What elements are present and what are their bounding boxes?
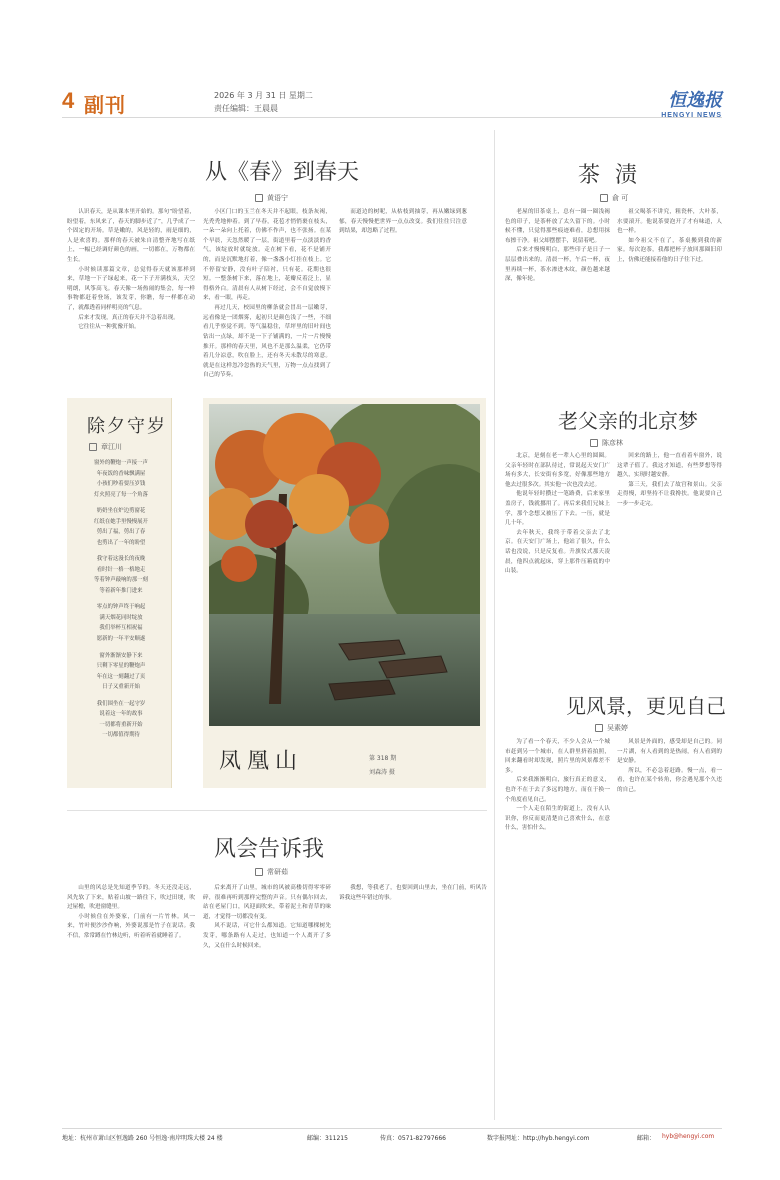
author-badge-icon <box>89 443 97 451</box>
article-column-tea-1 <box>505 208 610 388</box>
author-badge-icon <box>600 194 608 202</box>
poem-line: 等着钟声敲响的那一刻 <box>94 577 148 584</box>
poem-line: 窗外渐渐安静下来 <box>99 652 143 659</box>
author-badge-icon <box>255 868 263 876</box>
article-paragraph: 我想，等我老了，也要回到山里去，坐在门前，听风告诉我这些年错过的事。 <box>339 885 487 901</box>
article-paragraph: 后来才慢慢明白，那些印子是日子一层层叠出来的。清晨一杯，午后一杯，夜里再续一杯，茶水渗进木纹，颜色越来越深，像年轮。 <box>505 247 610 283</box>
article-paragraph: 而道边的树呢，从枯枝到抽芽，再从嫩绿到葱郁，春天慢慢把世界一点点改变。我们往往只注意到结果，却忽略了过程。 <box>339 209 467 235</box>
footer-postcode: 邮编：311215 <box>307 1135 348 1142</box>
poem-body <box>77 458 165 741</box>
article-paragraph: 小时候住在外婆家，门前有一片竹林。风一来，竹叶便沙沙作响，外婆说那是竹子在说话。我不信，常常蹲在竹林边听，听着听着就睡着了。 <box>67 913 195 940</box>
poem-line: 灯火照亮了每一个角落 <box>94 491 148 498</box>
article-column-scenery-1 <box>505 738 610 1118</box>
poem-line: 我守着这漫长的夜晚 <box>96 556 146 563</box>
article-column-spring-2 <box>203 208 331 388</box>
newspaper-logo <box>661 86 722 119</box>
landscape-photo <box>209 404 480 726</box>
article-paragraph: 所以，不必急着赶路。慢一点，看一看，也许在某个转角，你会遇见那个久违的自己。 <box>617 767 722 794</box>
article-author-tea <box>600 193 628 203</box>
article-paragraph: 如今祖父不在了，茶桌搬到我的新家。每次泡茶，我都把杯子放回那圈旧印上，仿佛还能接着他的日子往下过。 <box>617 237 722 264</box>
article-paragraph: 后来离开了山里，城市的风被高楼切得零零碎碎，很难再听到那样完整的声音。只有偶尔回去，站在老屋门口，风迎面吹来，带着泥土和青草的味道，才觉得一切都没有变。 <box>203 885 331 920</box>
article-paragraph: 它往往从一种犹豫开始。 <box>78 324 140 331</box>
author-badge-icon <box>590 439 598 447</box>
author-name: 黄语宁 <box>267 194 288 202</box>
masthead <box>62 88 722 118</box>
autumn-lake-image <box>209 404 480 726</box>
poem-line: 日子又重新开始 <box>102 684 140 691</box>
article-column-wind-2 <box>203 884 331 1120</box>
footer-fax: 传真：0571-82797666 <box>380 1135 446 1142</box>
author-name: 吴素婷 <box>607 724 628 732</box>
article-paragraph: 小时候读那篇文章，总觉得春天就该那样到来，草地一下子绿起来，花一下子开满枝头，天空明朗，风筝高飞。春天像一场热闹的集会，每一样事物都赶着登场，该发芽，你瞧，每一样都在动了，就都透着同样明亮的气息。 <box>67 266 195 312</box>
poem-line: 小孩们吵着要压岁钱 <box>96 481 146 488</box>
brand-name-cn: 恒逸报 <box>668 90 722 111</box>
author-name: 章江川 <box>101 443 122 451</box>
article-paragraph: 小区门口的玉兰在冬天并不起眼，枝条灰褐，光秃秃地伸着。到了早春，花苞才悄悄裹在枝头，一朵一朵向上托着，仿佛不作声，也不张扬。在某个早晨，天忽然暖了一层，街道里着一点淡淡的香气，该绽放时就绽放。走在树下看，花不是铺开的，而是沉默地打着，像一盏盏小灯挂在枝上。它不停留安静，没有叶子陪衬，只有花。花期也很短。一整条树下来，落在地上，花瓣反着泛上，显得格外白。清晨有人从树下经过，会不自觉放慢下来，看一眼，再走。 <box>203 209 331 302</box>
article-paragraph: 后来我渐渐明白，旅行真正的意义，也许不在于去了多远的地方，而在于换一个角度看见自己。 <box>505 777 610 803</box>
page-footer <box>62 1128 722 1142</box>
poem-line: 年夜饭的香味飘满屋 <box>96 470 146 477</box>
photo-issue-number: 第 318 期 <box>369 755 397 762</box>
article-title-tea: 茶 渍 <box>578 163 641 188</box>
article-author-spring <box>255 193 288 203</box>
poem-line: 也剪出了一年的盼望 <box>96 539 146 546</box>
photo-credit: 刘森涛 摄 <box>369 769 395 776</box>
article-column-scenery-2 <box>617 738 722 1118</box>
article-paragraph: 北京，是刻在老一辈人心里的圆圈。父亲年轻时在部队待过，常说起天安门广场有多大，长安街有多宽，好像那些地方他去过很多次。其实他一次也没去过。 <box>505 453 610 488</box>
poem-line: 我们围坐在一起守岁 <box>96 700 146 707</box>
section-name: 副刊 <box>84 93 126 117</box>
article-column-spring-3 <box>339 208 467 388</box>
photo-feature <box>203 398 486 788</box>
photo-caption-title: 凤凰山 <box>219 749 304 774</box>
poem-line: 只剩下零星的鞭炮声 <box>96 663 146 670</box>
poem-author <box>89 442 122 452</box>
poem-line: 看时针一格一格地走 <box>96 566 146 573</box>
article-column-father-1 <box>505 452 610 637</box>
author-name: 陈彦林 <box>602 439 623 447</box>
column-divider <box>494 130 495 1120</box>
article-paragraph: 认识春天，是从课本里开始的。那句“盼望着，盼望着，东风来了，春天的脚步近了”，几乎成了一个固定的开场。草是嫩的，风是轻的，雨是细的，人是欢喜的。那样的春天被朱自清整齐地写在纸上，一幅已经调好颜色的画，一切都在，万物都在生长。 <box>67 209 195 264</box>
author-name: 常研茹 <box>267 868 288 876</box>
article-paragraph: 风不说话，可它什么都知道。它知道哪棵树先发芽，哪条路有人走过，也知道一个人离开了多久，又在什么时候回来。 <box>203 923 331 949</box>
article-paragraph: 第三天，我们去了故宫和景山。父亲走得慢，却坚持不让我搀扶。他说要自己一步一步走完。 <box>617 481 722 508</box>
article-paragraph: 后来才发现，真正的春天并不急着出现。 <box>78 314 179 321</box>
page-number: 4 <box>62 88 75 113</box>
poem-line: 剪出了福，剪出了春 <box>96 529 146 536</box>
poem-line: 一切都将重新开始 <box>99 721 143 728</box>
poem-line: 说着这一年的故事 <box>99 711 143 718</box>
author-badge-icon <box>255 194 263 202</box>
article-column-wind-3 <box>339 884 487 1120</box>
article-title-wind: 风会告诉我 <box>214 837 325 862</box>
article-author-father <box>590 438 623 448</box>
article-column-father-2 <box>617 452 722 637</box>
article-paragraph: 去年秋天，我终于带着父亲去了北京。在天安门广场上，他站了很久，什么话也没说，只是反复看。升旗仪式那天凌晨，他四点就起床，穿上那件压箱底的中山装。 <box>505 529 610 575</box>
article-column-wind-1 <box>67 884 195 1120</box>
article-column-tea-2 <box>617 208 722 388</box>
article-paragraph: 他说年轻时攒过一笔路费，后来家里盖房子，钱就挪用了。再后来我们兄妹上学，那个念想又被压了下去。一压，就是几十年。 <box>505 491 610 527</box>
author-name: 俞 可 <box>612 194 629 202</box>
poem-box <box>67 398 172 788</box>
article-column-spring-1 <box>67 208 195 388</box>
article-paragraph: 为了看一个春天，不少人会从一个城市赶到另一个城市，在人群里挤着拍照，回来翻看时却发现，照片里的风景都差不多。 <box>505 739 610 774</box>
section-divider <box>67 810 487 811</box>
footer-email-link[interactable]: hyb@hengyi.com <box>662 1133 715 1140</box>
poem-line: 愿新的一年平安顺遂 <box>96 635 146 642</box>
article-paragraph: 祖父喝茶不讲究，粗瓷杯，大叶茶，水要滚开。他说茶要泡开了才有味道，人也一样。 <box>617 209 722 235</box>
article-paragraph: 一个人走在陌生的街道上，没有人认识你，你反而更清楚自己喜欢什么，在意什么，害怕什么。 <box>505 806 610 832</box>
article-author-scenery <box>595 723 628 733</box>
poem-title: 除夕守岁 <box>87 416 167 437</box>
article-author-wind <box>255 867 288 877</box>
footer-email-label: 邮箱： <box>637 1135 656 1142</box>
editor-credit: 责任编辑：王晨晨 <box>214 104 278 113</box>
poem-line: 零点的钟声终于响起 <box>96 604 146 611</box>
poem-line: 等着新年推门进来 <box>99 587 143 594</box>
publication-date: 2026 年 3 月 31 日 星期二 <box>214 91 313 100</box>
article-title-scenery: 见风景，更见自己 <box>566 694 726 718</box>
article-paragraph: 回来的路上，他一直看着车窗外，说这辈子值了。我这才知道，有些梦想等得越久，实现时越安静。 <box>617 453 722 479</box>
brand-name-en: HENGYI NEWS <box>661 112 722 119</box>
article-paragraph: 风景是外面的，感受却是自己的。同一片湖，有人看到的是热闹，有人看到的是安静。 <box>617 739 722 765</box>
article-paragraph: 再过几天，校园里的柳条就会冒出一层嫩芽，远看像是一团烟雾，起初只是颜色浅了一些，不细看几乎察觉不到。等气温稳住，草坪里的旧叶间也钻出一点绿，却不是一下子铺满的，一片一片慢慢推开。那样的春天里，风也不是那么温柔，它仍带着几分凉意，吹在脸上，还有冬天未散尽的寒意。就是在这样忽冷忽热的天气里，万物一点点找到了自己的节奏。 <box>203 305 331 379</box>
poem-line: 红纸在她手里慢慢展开 <box>94 518 148 525</box>
article-paragraph: 老屋的旧茶桌上，总有一圈一圈浅褐色的印子，是茶杯放了太久留下的。小时候不懂，只觉得那些痕迹难看，总想用抹布擦干净。祖父却摆摆手，说留着吧。 <box>505 209 610 244</box>
poem-line: 年在这一刻翻过了页 <box>96 673 146 680</box>
footer-website: 数字报网址：http://hyb.hengyi.com <box>487 1135 590 1142</box>
poem-line: 奶奶坐在炉边剪窗花 <box>96 508 146 515</box>
article-title-father: 老父亲的北京梦 <box>558 409 698 433</box>
footer-address: 地址：杭州市萧山区恒逸路 260 号恒逸·南岸明珠大楼 24 楼 <box>62 1135 223 1142</box>
poem-line: 满天烟花同时绽放 <box>99 614 143 621</box>
poem-line: 窗外的鞭炮一声接一声 <box>94 460 148 466</box>
poem-line: 我们举杯互相祝福 <box>99 625 143 632</box>
article-title-spring: 从《春》到春天 <box>205 160 360 185</box>
article-paragraph: 山里的风总是先知道季节的。冬天还没走远，风先软了下来，贴着山坡一路往下，吹过田埂，吹过屋檐，吹进窗缝里。 <box>67 885 195 911</box>
poem-line: 一切都值得期待 <box>102 732 140 739</box>
author-badge-icon <box>595 724 603 732</box>
